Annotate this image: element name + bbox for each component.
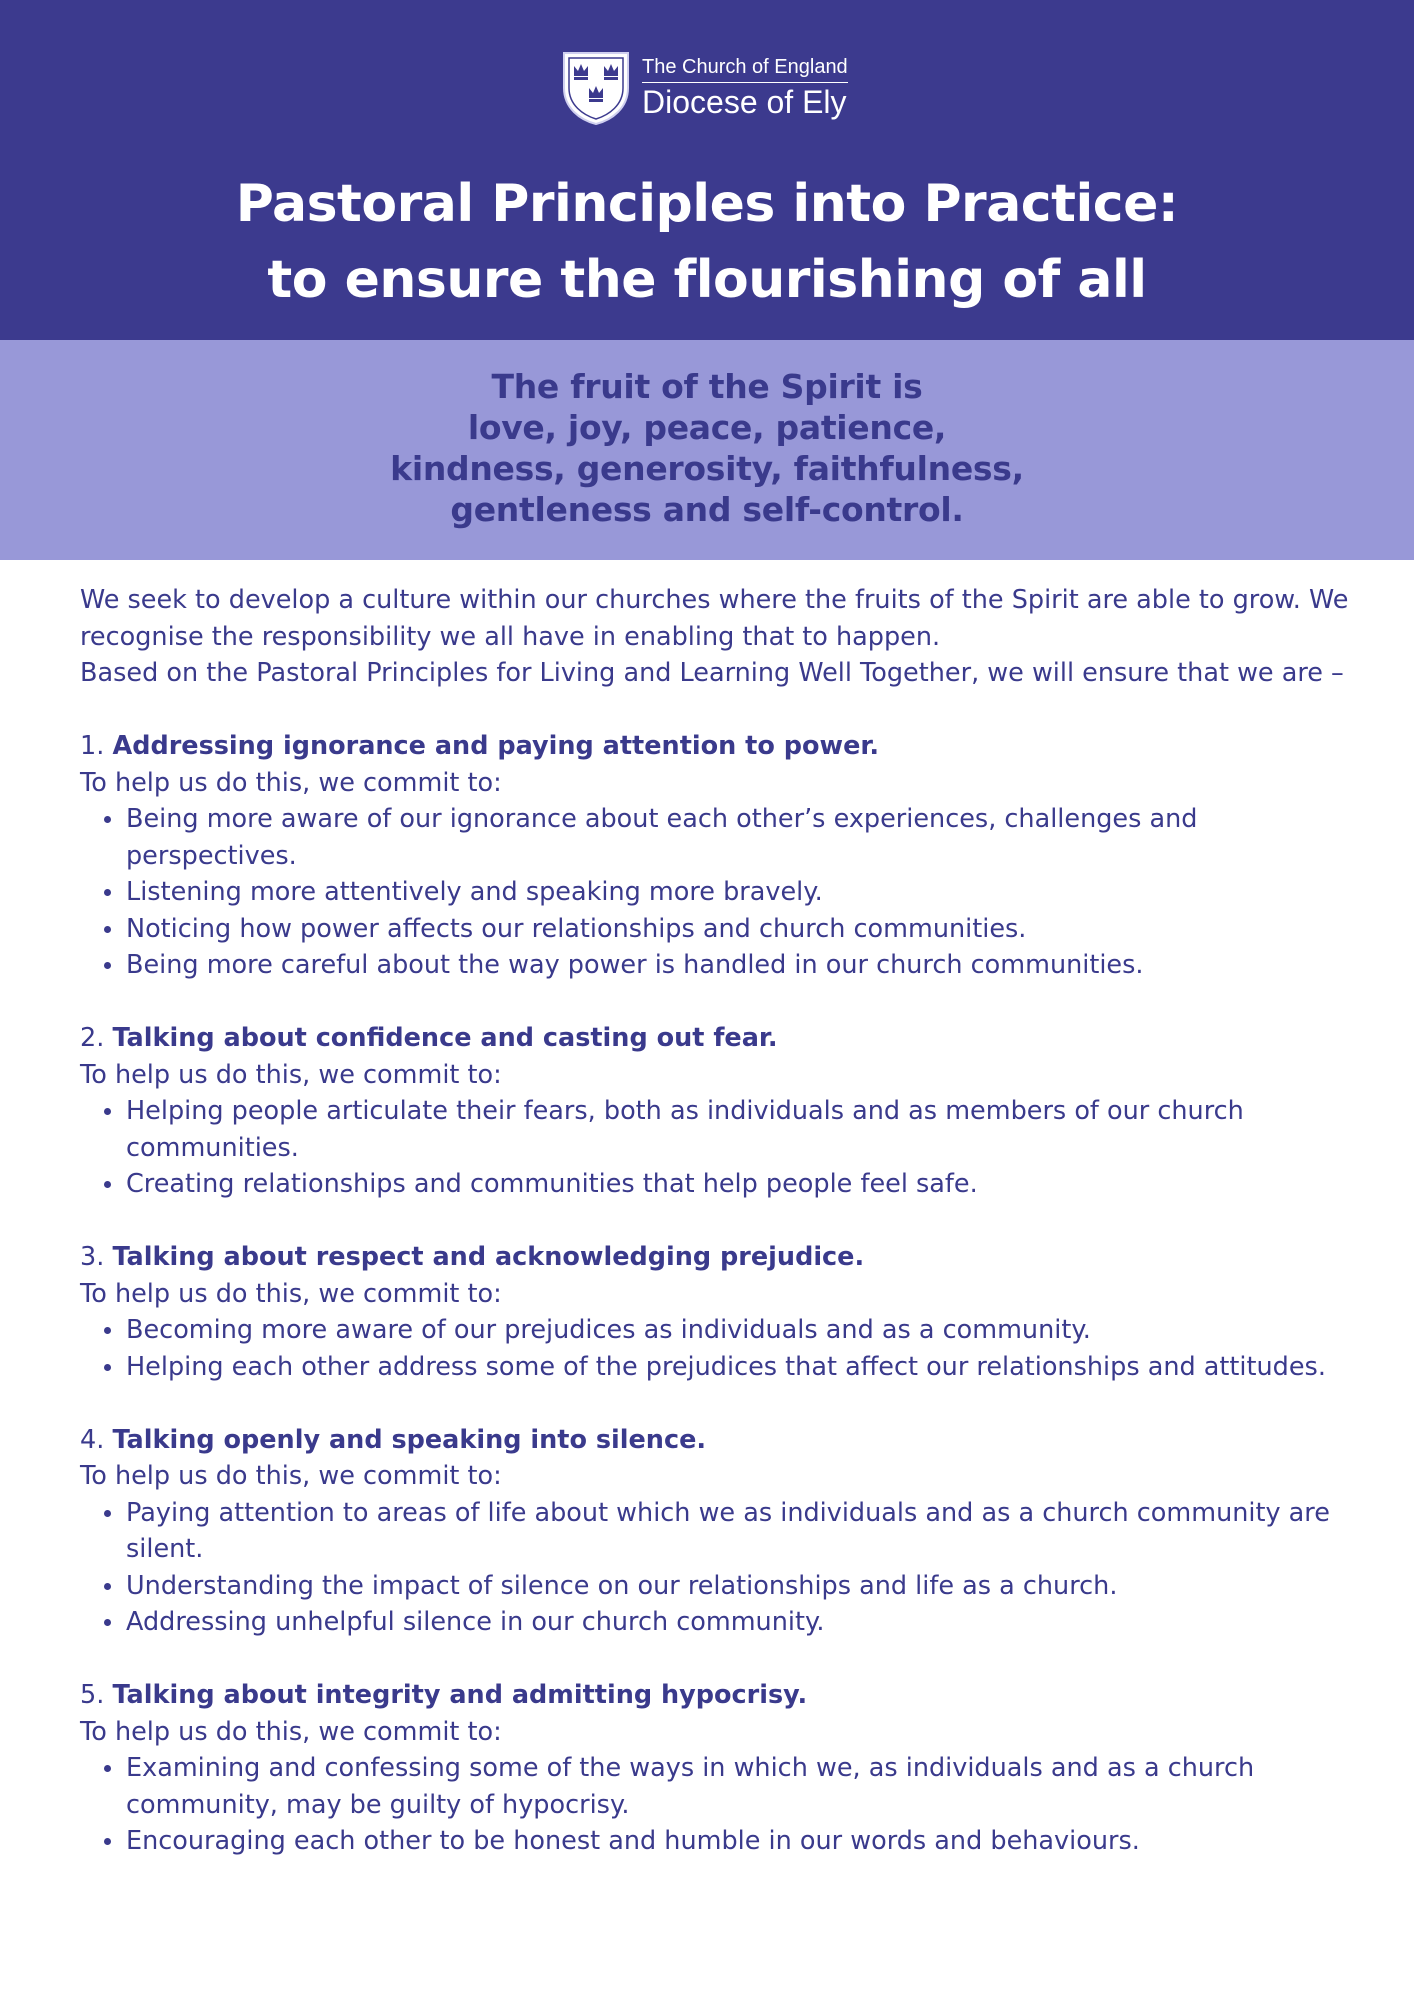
commitment-list bbox=[80, 1495, 1350, 1641]
fruit-of-spirit-band bbox=[0, 340, 1414, 560]
commitment-list bbox=[80, 1312, 1350, 1385]
section-3 bbox=[80, 1239, 1350, 1385]
section-title: Addressing ignorance and paying attention to power. bbox=[112, 731, 880, 761]
commitment-item: Being more aware of our ignorance about each other’s experiences, challenges and perspectives. bbox=[126, 801, 1350, 874]
commit-intro: To help us do this, we commit to: bbox=[80, 1716, 502, 1747]
fruit-line-2: love, joy, peace, patience, bbox=[467, 408, 947, 447]
section-number: 3. bbox=[80, 1242, 105, 1272]
commit-intro: To help us do this, we commit to: bbox=[80, 767, 502, 798]
section-5 bbox=[80, 1677, 1350, 1860]
section-title: Talking about integrity and admitting hypocrisy. bbox=[112, 1680, 808, 1710]
commitment-list bbox=[80, 1093, 1350, 1203]
fruit-line-1: The fruit of the Spirit is bbox=[491, 367, 923, 406]
commitment-item: Addressing unhelpful silence in our church community. bbox=[126, 1604, 1350, 1641]
title-line-2: to ensure the flourishing of all bbox=[267, 250, 1147, 310]
intro-paragraph-2: Based on the Pastoral Principles for Living and Learning Well Together, we will ensure that we are – bbox=[80, 658, 1344, 688]
section-heading bbox=[80, 1422, 1350, 1459]
section-title: Talking openly and speaking into silence. bbox=[112, 1424, 707, 1455]
logo-church-name: The Church of England bbox=[642, 55, 848, 83]
section-heading bbox=[80, 728, 1350, 765]
commit-intro: To help us do this, we commit to: bbox=[80, 1278, 502, 1309]
commitment-item: Helping each other address some of the prejudices that affect our relationships and attitudes. bbox=[126, 1349, 1350, 1386]
section-number: 1. bbox=[80, 731, 105, 761]
commitment-item: Encouraging each other to be honest and humble in our words and behaviours. bbox=[126, 1823, 1350, 1860]
commitment-item: Being more careful about the way power is handled in our church communities. bbox=[126, 947, 1350, 984]
section-2 bbox=[80, 1020, 1350, 1203]
logo-diocese-name: Diocese of Ely bbox=[642, 84, 847, 120]
commitment-item: Understanding the impact of silence on our relationships and life as a church. bbox=[126, 1568, 1350, 1605]
commitment-item: Examining and confessing some of the ways in which we, as individuals and as a church community, may be guilty of hypocrisy. bbox=[126, 1750, 1350, 1823]
header-banner bbox=[0, 0, 1414, 340]
page-title bbox=[0, 166, 1414, 318]
section-number: 2. bbox=[80, 1023, 105, 1053]
main-content bbox=[80, 582, 1350, 1860]
fruit-of-spirit-quote bbox=[0, 366, 1414, 530]
section-number: 4. bbox=[80, 1424, 105, 1455]
fruit-line-4: gentleness and self-control. bbox=[450, 490, 964, 529]
title-line-1: Pastoral Principles into Practice: bbox=[235, 174, 1179, 234]
commitment-list bbox=[80, 1750, 1350, 1860]
section-1 bbox=[80, 728, 1350, 984]
section-4 bbox=[80, 1422, 1350, 1641]
commitment-item: Helping people articulate their fears, both as individuals and as members of our church communities. bbox=[126, 1093, 1350, 1166]
section-heading bbox=[80, 1677, 1350, 1714]
commit-intro: To help us do this, we commit to: bbox=[80, 1461, 502, 1491]
commitment-list bbox=[80, 801, 1350, 984]
section-title: Talking about confidence and casting out fear. bbox=[112, 1023, 778, 1053]
diocese-logo bbox=[560, 50, 848, 126]
section-number: 5. bbox=[80, 1680, 105, 1710]
section-heading bbox=[80, 1020, 1350, 1057]
commit-intro: To help us do this, we commit to: bbox=[80, 1059, 502, 1090]
commitment-item: Noticing how power affects our relationships and church communities. bbox=[126, 911, 1350, 948]
crowns-shield-icon bbox=[560, 50, 632, 126]
intro bbox=[80, 582, 1350, 692]
fruit-line-3: kindness, generosity, faithfulness, bbox=[390, 449, 1024, 488]
section-title: Talking about respect and acknowledging prejudice. bbox=[112, 1242, 865, 1272]
commitment-item: Paying attention to areas of life about which we as individuals and as a church community are silent. bbox=[126, 1495, 1350, 1568]
commitment-item: Listening more attentively and speaking more bravely. bbox=[126, 874, 1350, 911]
commitment-item: Creating relationships and communities that help people feel safe. bbox=[126, 1166, 1350, 1203]
intro-paragraph-1: We seek to develop a culture within our churches where the fruits of the Spirit are able to grow. We recognise the responsibility we all have in enabling that to happen. bbox=[80, 585, 1349, 652]
commitment-item: Becoming more aware of our prejudices as individuals and as a community. bbox=[126, 1312, 1350, 1349]
section-heading bbox=[80, 1239, 1350, 1276]
